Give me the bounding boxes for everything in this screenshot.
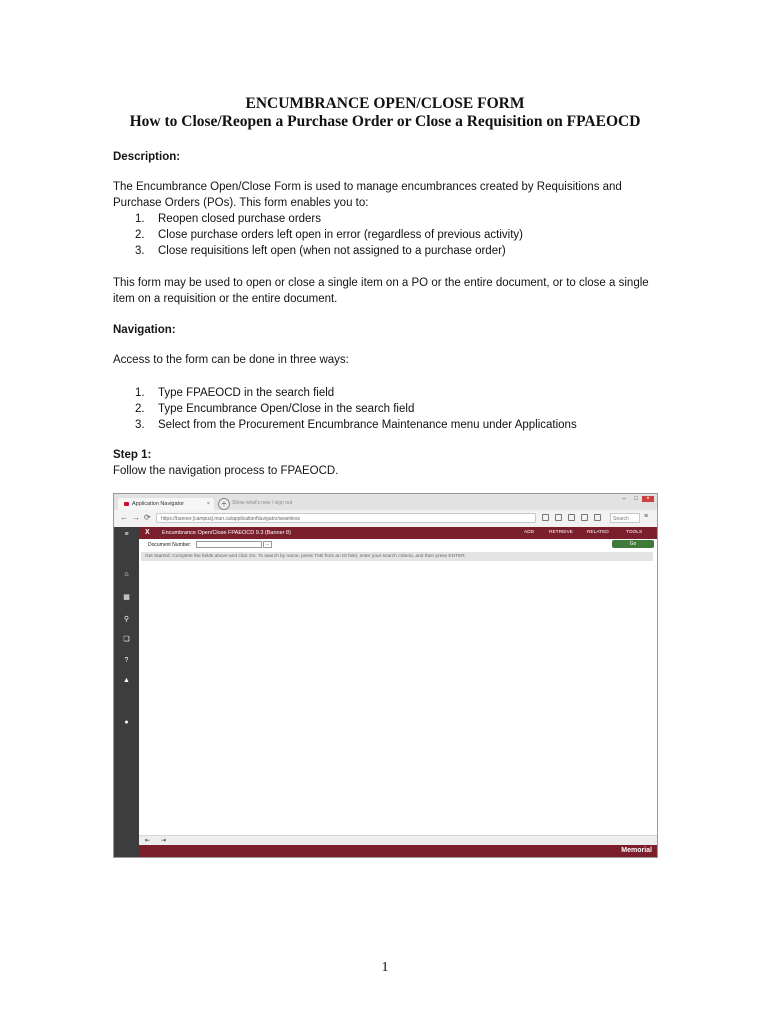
window-controls <box>618 496 654 502</box>
list-item: 2. Type Encumbrance Open/Close in the search field <box>135 403 415 415</box>
description-heading: Description: <box>113 151 181 163</box>
list-item: 1. Type FPAEOCD in the search field <box>135 387 335 399</box>
recent-icon[interactable]: ❏ <box>123 636 130 643</box>
key-block <box>139 539 657 550</box>
page-number: 1 <box>381 960 389 975</box>
forward-icon[interactable]: → <box>132 513 140 522</box>
get-started-message: Get Started: Complete the fields above and click Go. To search by name, press TAB from an ID field, enter your search criteria, and then press ENTER. <box>141 552 653 561</box>
shield-icon[interactable] <box>594 514 601 521</box>
window-close-icon[interactable]: × <box>642 496 654 502</box>
page-title: ENCUMBRANCE OPEN/CLOSE FORM <box>245 95 525 112</box>
lookup-button[interactable]: ... <box>263 541 272 548</box>
form-content <box>139 562 657 828</box>
footer-brand: Memorial <box>621 847 652 854</box>
user-icon[interactable]: ● <box>124 719 129 726</box>
close-form-icon[interactable]: X <box>145 529 150 536</box>
tab-close-icon[interactable]: × <box>206 501 210 507</box>
home-icon[interactable]: ⌂ <box>124 571 129 578</box>
hamburger-icon[interactable]: ≡ <box>124 531 129 538</box>
search-icon[interactable]: ⚲ <box>123 616 130 623</box>
search-input[interactable]: Search <box>610 513 640 523</box>
page-subtitle: How to Close/Reopen a Purchase Order or Close a Requisition on FPAEOCD <box>129 113 641 130</box>
help-icon[interactable]: ? <box>124 657 129 664</box>
account-icon[interactable] <box>581 514 588 521</box>
browser-tab[interactable] <box>118 498 214 510</box>
description-p2-line-1: This form may be used to open or close a single item on a PO or the entire document, or to close a single <box>113 277 649 289</box>
favicon-icon <box>124 502 129 506</box>
tools-button[interactable]: TOOLS <box>626 530 643 535</box>
form-header <box>139 527 657 539</box>
new-tab-button[interactable]: + <box>218 498 230 510</box>
embedded-screenshot <box>113 493 658 858</box>
url-input[interactable]: https://banner.[campus].mun.ca/applicationNavigator/seamless <box>156 513 536 523</box>
list-item: 2. Close purchase orders left open in error (regardless of previous activity) <box>135 229 523 241</box>
list-item: 1. Reopen closed purchase orders <box>135 213 322 225</box>
menu-icon[interactable]: ≡ <box>644 513 649 520</box>
notification-text: Show what's new / sign out <box>232 500 293 506</box>
minimize-icon[interactable]: – <box>622 496 626 502</box>
related-button[interactable]: RELATED <box>587 530 609 535</box>
back-icon[interactable]: ← <box>120 513 128 522</box>
extensions-icon[interactable] <box>568 514 575 521</box>
reload-icon[interactable]: ⟳ <box>144 513 151 522</box>
first-record-icon[interactable]: ⇤ <box>145 838 151 844</box>
last-record-icon[interactable]: ⇥ <box>161 838 167 844</box>
document-number-input[interactable] <box>196 541 262 548</box>
description-p2-line-2: item on a requisition or the entire document. <box>113 293 338 305</box>
add-button[interactable]: ADD <box>524 530 535 535</box>
download-icon[interactable] <box>555 514 562 521</box>
lock-icon[interactable]: ▲ <box>123 677 130 684</box>
list-item: 3. Select from the Procurement Encumbrance Maintenance menu under Applications <box>135 419 577 431</box>
bookmark-icon[interactable] <box>542 514 549 521</box>
maximize-icon[interactable]: □ <box>634 496 638 502</box>
address-bar <box>114 510 657 528</box>
step1-heading: Step 1: <box>113 449 152 461</box>
description-line-1: The Encumbrance Open/Close Form is used to manage encumbrances created by Requisitions and <box>113 181 622 193</box>
tab-title: Application Navigator <box>132 501 184 507</box>
sidebar <box>114 527 139 857</box>
go-button[interactable]: Go <box>612 540 654 548</box>
navigation-list <box>113 385 577 433</box>
enable-list <box>113 211 523 259</box>
step1-text: Follow the navigation process to FPAEOCD. <box>113 465 339 477</box>
navigation-intro: Access to the form can be done in three ways: <box>113 354 349 366</box>
retrieve-button[interactable]: RETRIEVE <box>549 530 573 535</box>
description-line-2: Purchase Orders (POs). This form enables you to: <box>113 197 369 209</box>
document-number-label: Document Number: <box>148 542 192 548</box>
list-item: 3. Close requisitions left open (when not assigned to a purchase order) <box>135 245 506 257</box>
browser-tab-bar <box>114 494 657 510</box>
footer-bar <box>139 845 657 857</box>
form-title: Encumbrance Open/Close FPAEOCD 9.3 (Banner 8) <box>162 530 291 536</box>
navigation-heading: Navigation: <box>113 324 176 336</box>
apps-icon[interactable]: ▦ <box>123 594 130 601</box>
